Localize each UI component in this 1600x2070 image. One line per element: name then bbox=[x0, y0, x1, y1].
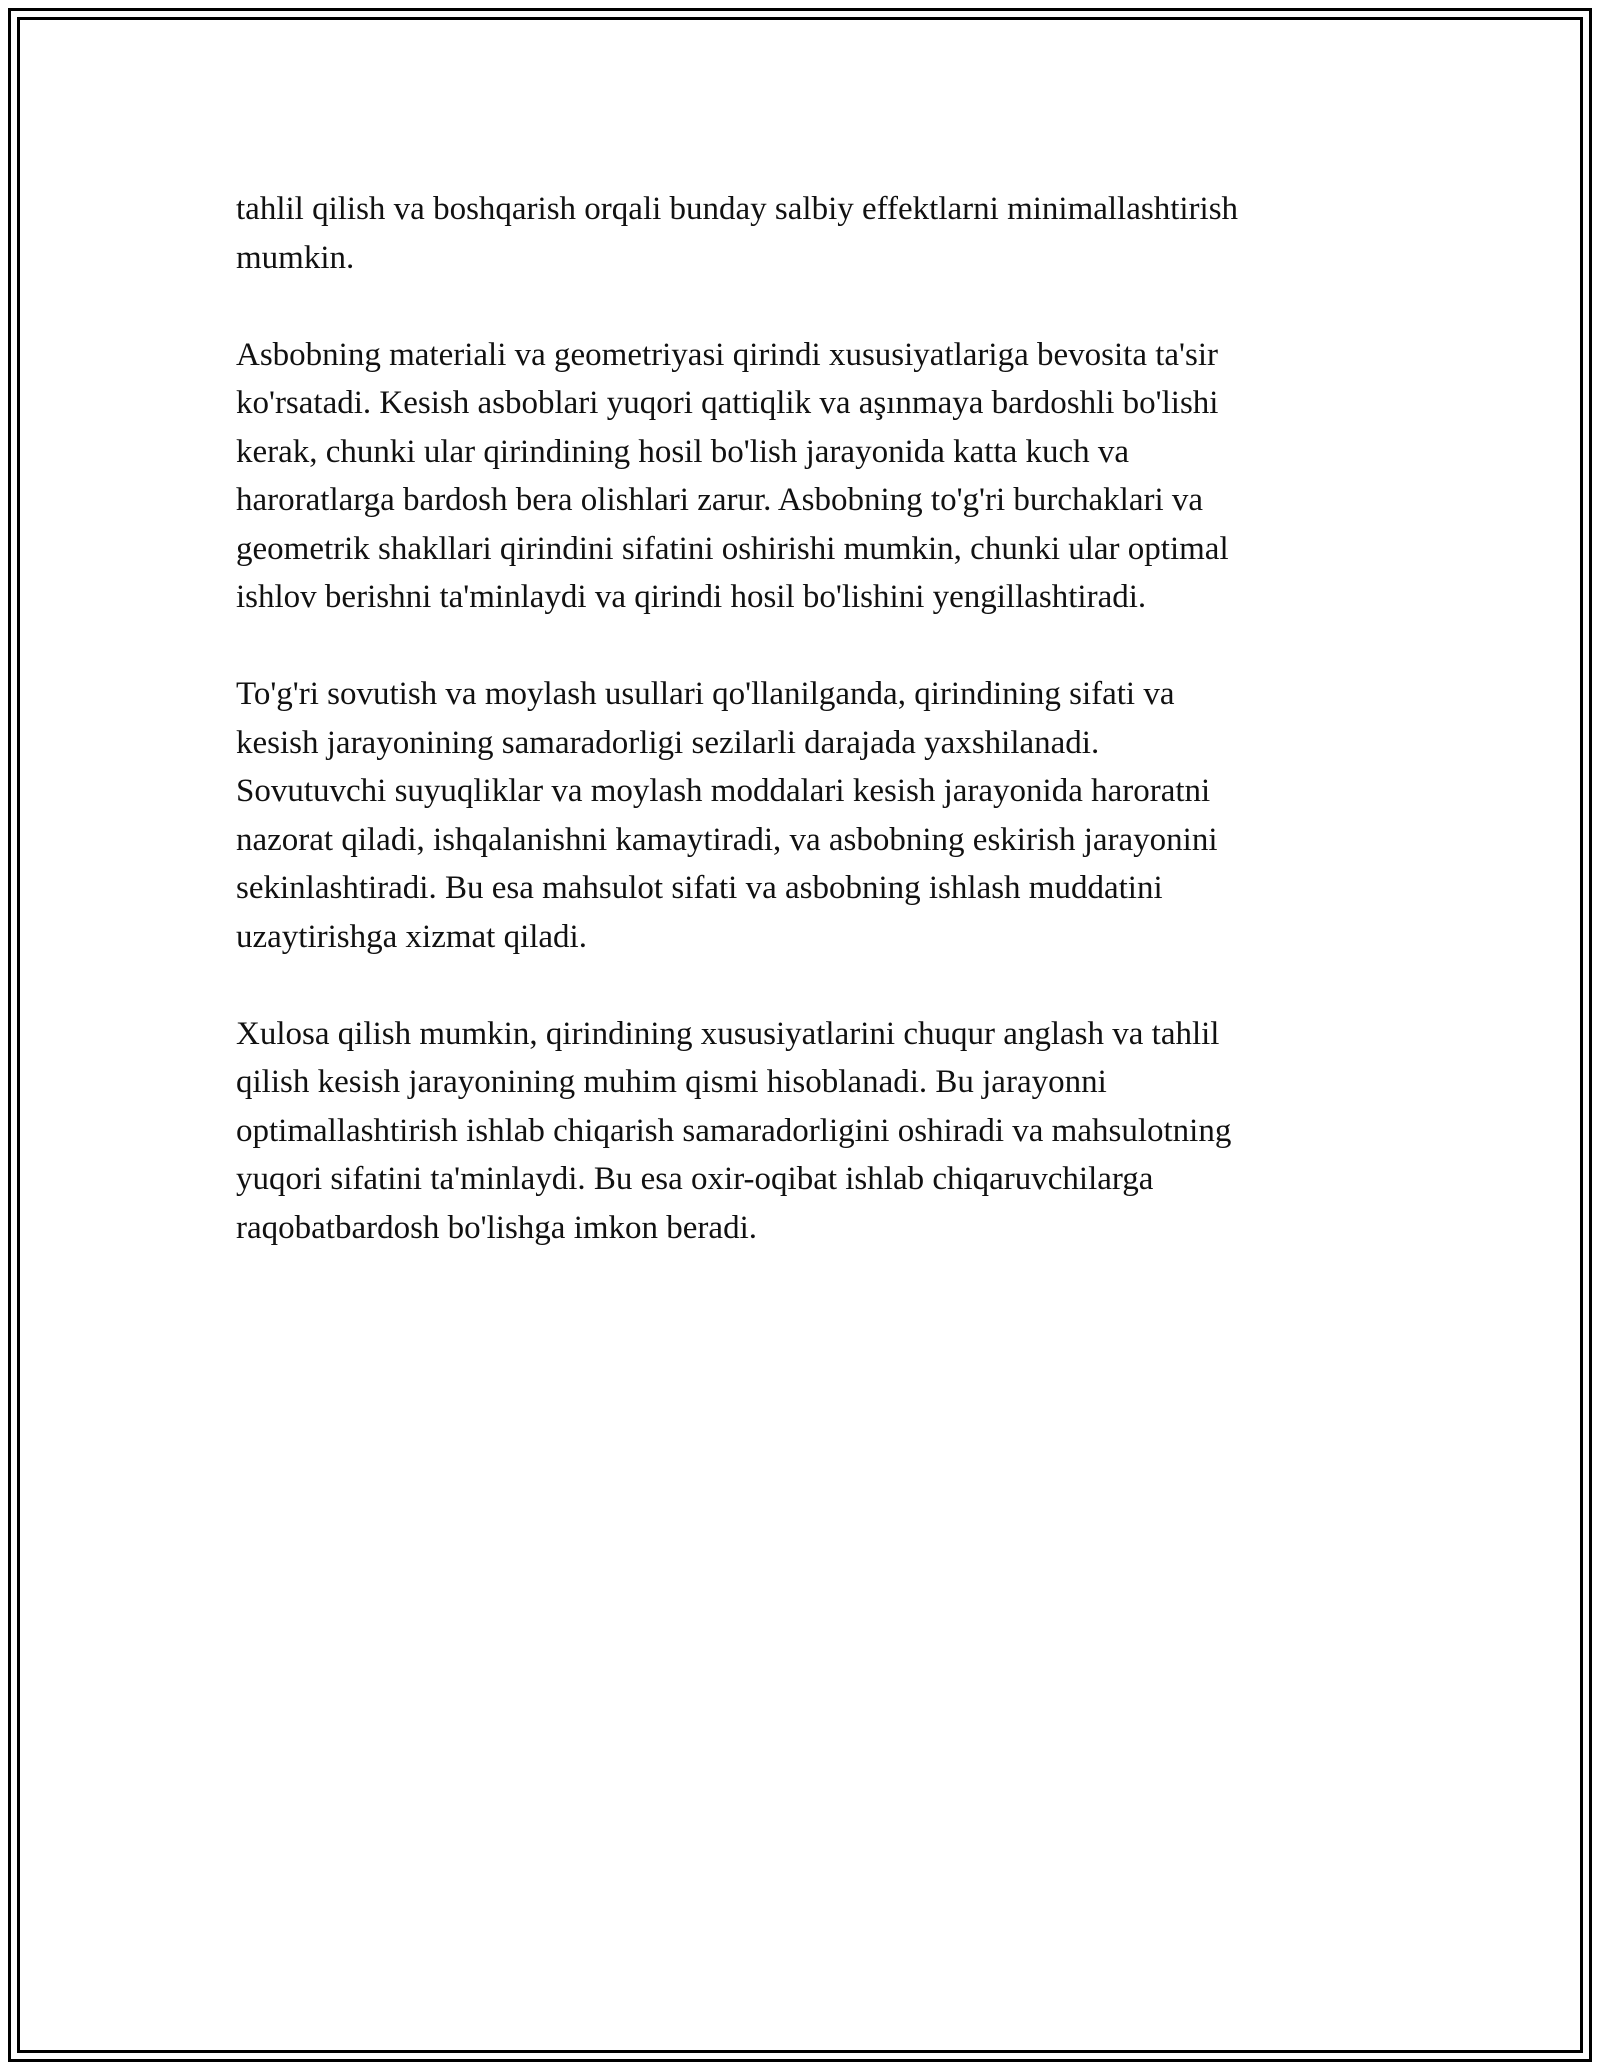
paragraph-1: tahlil qilish va boshqarish orqali bunday salbiy effektlarni minimallashtirish mumkin. bbox=[236, 191, 1239, 276]
paragraph-2: Asbobning materiali va geometriyasi qirindi xususiyatlariga bevosita ta'sir ko'rsatadi. Kesish asboblari yuqori qattiqlik va aşınmaya bardoshli bo'lishi kerak, chunki ular qirindining hosil bo'lish jarayonida katta kuch va haroratlarga bardosh bera olishlari zarur. Asbobning to'g'ri burchaklari va geometrik shakllari qirindini sifatini oshirishi mumkin, chunki ular optimal ishlov berishni ta'minlaydi va qirindi hosil bo'lishini yengillashtiradi. bbox=[236, 336, 1229, 615]
paragraph-3: To'g'ri sovutish va moylash usullari qo'llanilganda, qirindining sifati va kesish jarayonining samaradorligi sezilarli darajada yaxshilanadi. Sovutuvchi suyuqliklar va moylash moddalari kesish jarayonida haroratni nazorat qiladi, ishqalanishni kamaytiradi, va asbobning eskirish jarayonini sekinlashtiradi. Bu esa mahsulot sifati va asbobning ishlash muddatini uzaytirishga xizmat qiladi. bbox=[236, 676, 1218, 955]
document-body bbox=[236, 185, 1366, 1301]
paragraph-4: Xulosa qilish mumkin, qirindining xususiyatlarini chuqur anglash va tahlil qilish kesish jarayonining muhim qismi hisoblanadi. Bu jarayonni optimallashtirish ishlab chiqarish samaradorligini oshiradi va mahsulotning yuqori sifatini ta'minlaydi. Bu esa oxir-oqibat ishlab chiqaruvchilarga raqobatbardosh bo'lishga imkon beradi. bbox=[236, 1015, 1232, 1246]
